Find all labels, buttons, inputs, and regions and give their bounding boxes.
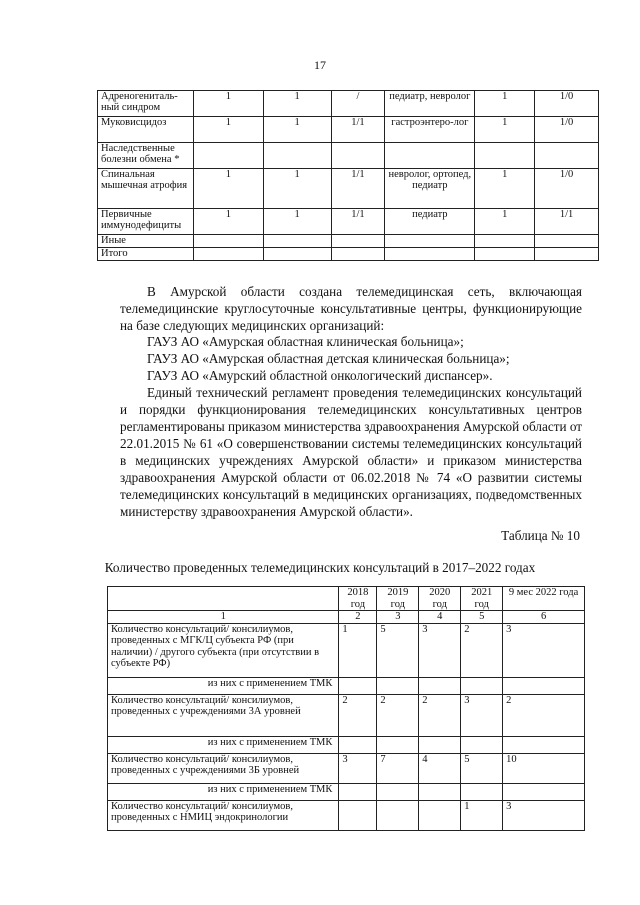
value-cell	[461, 736, 503, 753]
value-cell: 2	[503, 694, 585, 736]
column-number: 4	[419, 611, 461, 624]
value-cell	[339, 736, 377, 753]
year-header: 2019 год	[377, 587, 419, 611]
specialist-cell: педиатр	[385, 209, 475, 235]
value-cell: 3	[461, 694, 503, 736]
value-cell: 1/1	[331, 117, 385, 143]
table-row	[98, 91, 599, 117]
value-cell	[419, 800, 461, 830]
specialist-cell	[385, 248, 475, 261]
value-cell	[503, 783, 585, 800]
table-row	[98, 248, 599, 261]
org-item-2: ГАУЗ АО «Амурская областная детская клиническая больница»;	[147, 351, 510, 366]
value-cell	[475, 143, 535, 169]
specialist-cell: педиатр, невролог	[385, 91, 475, 117]
value-cell	[419, 736, 461, 753]
disease-table	[97, 90, 599, 261]
value-cell: 2	[419, 694, 461, 736]
subrow-label: из них с применением ТМК	[108, 677, 339, 694]
intro-paragraph: В Амурской области создана телемедицинская сеть, включающая телемедицинские круглосуточные консультативные центры, функционирующие на базе следующих медицинских организаций:	[120, 284, 582, 333]
value-cell	[461, 677, 503, 694]
org-item-1: ГАУЗ АО «Амурская областная клиническая больница»;	[147, 334, 464, 349]
table-row	[98, 235, 599, 248]
value-cell	[193, 248, 263, 261]
value-cell: 1/0	[535, 169, 599, 209]
value-cell	[503, 677, 585, 694]
column-number: 3	[377, 611, 419, 624]
value-cell	[339, 783, 377, 800]
value-cell: 3	[419, 623, 461, 677]
value-cell: 4	[419, 753, 461, 783]
value-cell: 1	[263, 91, 331, 117]
value-cell	[339, 677, 377, 694]
value-cell: 2	[339, 694, 377, 736]
year-header: 2021 год	[461, 587, 503, 611]
disease-name: Муковисцидоз	[98, 117, 194, 143]
value-cell	[263, 235, 331, 248]
row-label: Количество консультаций/ консилиумов, проведенных с учреждениями 3Б уровней	[108, 753, 339, 783]
table-row	[108, 753, 585, 783]
value-cell: 1	[263, 117, 331, 143]
value-cell: 1	[461, 800, 503, 830]
specialist-cell	[385, 235, 475, 248]
value-cell	[193, 143, 263, 169]
org-item-3: ГАУЗ АО «Амурский областной онкологический диспансер».	[147, 368, 493, 383]
year-header: 2018 год	[339, 587, 377, 611]
value-cell	[193, 235, 263, 248]
regulation-paragraph: Единый технический регламент проведения телемедицинских консультаций и порядки функционирования телемедицинских консультативных центров регламентированы приказом министерства здравоохранения Амурской области от 22.01.2015 № 61 «О совершенствовании системы телемедицинских консультаций в медицинских учреждениях Амурской области» и приказом министерства здравоохранения Амурской области от 06.02.2018 № 74 «О развитии системы телемедицинских консультаций в медицинских организациях, подведомственных министерству здравоохранения Амурской области».	[120, 385, 582, 519]
row-label: Количество консультаций/ консилиумов, проведенных с НМИЦ эндокринологии	[108, 800, 339, 830]
disease-name: Итого	[98, 248, 194, 261]
value-cell: 3	[339, 753, 377, 783]
disease-name: Иные	[98, 235, 194, 248]
disease-name: Адреногениталь-ный синдром	[98, 91, 194, 117]
value-cell	[535, 143, 599, 169]
value-cell: 1	[263, 209, 331, 235]
value-cell	[475, 235, 535, 248]
table-row	[108, 694, 585, 736]
disease-name: Спинальная мышечная атрофия	[98, 169, 194, 209]
value-cell	[535, 248, 599, 261]
value-cell: /	[331, 91, 385, 117]
value-cell: 3	[503, 800, 585, 830]
value-cell	[339, 800, 377, 830]
disease-name: Наследственные болезни обмена *	[98, 143, 194, 169]
year-header: 9 мес 2022 года	[503, 587, 585, 611]
table-row	[98, 143, 599, 169]
specialist-cell	[385, 143, 475, 169]
value-cell	[475, 248, 535, 261]
consultations-table	[107, 586, 585, 831]
value-cell	[377, 677, 419, 694]
column-number: 2	[339, 611, 377, 624]
value-cell	[419, 783, 461, 800]
value-cell	[263, 248, 331, 261]
table-subrow	[108, 736, 585, 753]
value-cell: 1	[475, 169, 535, 209]
table-row	[108, 800, 585, 830]
value-cell	[503, 736, 585, 753]
row-label: Количество консультаций/ консилиумов, проведенных с МГК/Ц субъекта РФ (при наличии) / другого субъекта (при отсутствии в субъекте РФ)	[108, 623, 339, 677]
table-subrow	[108, 783, 585, 800]
value-cell	[419, 677, 461, 694]
value-cell: 1/0	[535, 117, 599, 143]
value-cell: 1	[193, 91, 263, 117]
header-empty-cell	[108, 587, 339, 611]
value-cell: 10	[503, 753, 585, 783]
row-label: Количество консультаций/ консилиумов, проведенных с учреждениями 3А уровней	[108, 694, 339, 736]
value-cell: 1	[339, 623, 377, 677]
value-cell	[377, 783, 419, 800]
value-cell: 1	[193, 169, 263, 209]
value-cell: 1/1	[331, 209, 385, 235]
value-cell: 5	[461, 753, 503, 783]
table-row	[98, 169, 599, 209]
value-cell: 1	[193, 209, 263, 235]
value-cell	[535, 235, 599, 248]
value-cell: 1/1	[331, 169, 385, 209]
table-row	[98, 117, 599, 143]
year-header: 2020 год	[419, 587, 461, 611]
value-cell: 1/1	[535, 209, 599, 235]
table-row	[108, 623, 585, 677]
subrow-label: из них с применением ТМК	[108, 783, 339, 800]
table-subrow	[108, 677, 585, 694]
value-cell: 1	[263, 169, 331, 209]
value-cell	[377, 736, 419, 753]
subrow-label: из них с применением ТМК	[108, 736, 339, 753]
value-cell: 1	[475, 209, 535, 235]
specialist-cell: невролог, ортопед, педиатр	[385, 169, 475, 209]
value-cell: 2	[377, 694, 419, 736]
column-number-row	[108, 611, 585, 624]
value-cell: 7	[377, 753, 419, 783]
column-number: 5	[461, 611, 503, 624]
value-cell: 3	[503, 623, 585, 677]
value-cell: 1	[193, 117, 263, 143]
column-number: 1	[108, 611, 339, 624]
value-cell: 1	[475, 117, 535, 143]
column-number: 6	[503, 611, 585, 624]
page-number: 17	[314, 58, 326, 72]
specialist-cell: гастроэнтеро-лог	[385, 117, 475, 143]
value-cell	[461, 783, 503, 800]
value-cell	[331, 143, 385, 169]
table-row	[98, 209, 599, 235]
value-cell: 5	[377, 623, 419, 677]
value-cell	[263, 143, 331, 169]
disease-name: Первичные иммунодефициты	[98, 209, 194, 235]
value-cell	[331, 248, 385, 261]
table-label: Таблица № 10	[501, 528, 580, 543]
value-cell: 2	[461, 623, 503, 677]
year-header-row	[108, 587, 585, 611]
value-cell: 1/0	[535, 91, 599, 117]
value-cell	[331, 235, 385, 248]
table-caption: Количество проведенных телемедицинских консультаций в 2017–2022 годах	[104, 560, 536, 575]
value-cell	[377, 800, 419, 830]
value-cell: 1	[475, 91, 535, 117]
